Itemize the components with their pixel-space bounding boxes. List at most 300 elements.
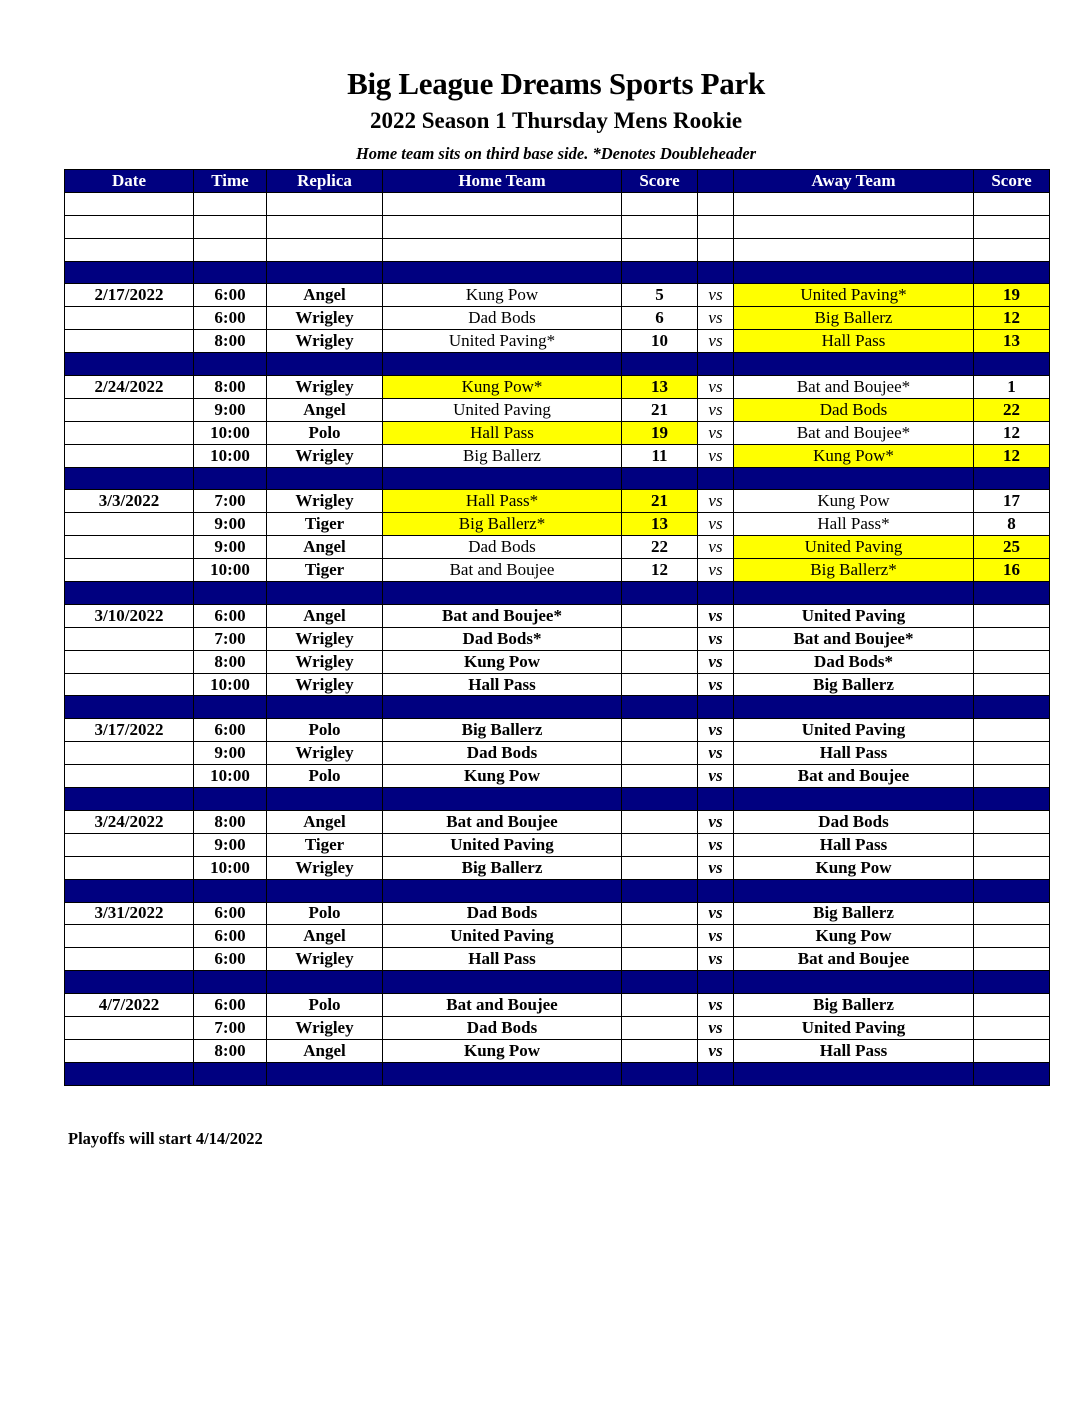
replica-cell: Angel — [267, 398, 383, 421]
game-row — [65, 1016, 1050, 1039]
replica-cell: Wrigley — [267, 444, 383, 467]
week-separator-row — [65, 467, 1050, 490]
replica-cell: Wrigley — [267, 948, 383, 971]
replica-cell: Angel — [267, 536, 383, 559]
home-team-cell: Dad Bods — [383, 1016, 622, 1039]
date-cell — [65, 215, 194, 238]
time-cell: 8:00 — [194, 810, 267, 833]
home-team-cell: Dad Bods — [383, 742, 622, 765]
home-score-cell — [622, 742, 698, 765]
away-score-cell — [974, 467, 1050, 490]
date-cell — [65, 330, 194, 353]
home-score-cell: 21 — [622, 490, 698, 513]
home-team-cell: Dad Bods — [383, 902, 622, 925]
date-cell — [65, 879, 194, 902]
date-cell — [65, 261, 194, 284]
away-team-cell: United Paving — [734, 719, 974, 742]
vs-cell — [698, 696, 734, 719]
col-header-home-score: Score — [622, 170, 698, 193]
game-row — [65, 490, 1050, 513]
away-score-cell: 13 — [974, 330, 1050, 353]
away-score-cell: 12 — [974, 444, 1050, 467]
away-team-cell — [734, 215, 974, 238]
vs-cell — [698, 788, 734, 811]
vs-cell: vs — [698, 490, 734, 513]
home-team-cell: Hall Pass — [383, 948, 622, 971]
home-score-cell — [622, 650, 698, 673]
col-header-date: Date — [65, 170, 194, 193]
away-team-cell: Big Ballerz* — [734, 559, 974, 582]
time-cell — [194, 788, 267, 811]
game-row — [65, 719, 1050, 742]
vs-cell: vs — [698, 1016, 734, 1039]
week-separator-row — [65, 261, 1050, 284]
home-score-cell — [622, 627, 698, 650]
home-score-cell — [622, 261, 698, 284]
vs-cell: vs — [698, 330, 734, 353]
away-team-cell: United Paving* — [734, 284, 974, 307]
time-cell: 10:00 — [194, 444, 267, 467]
home-score-cell — [622, 1016, 698, 1039]
home-team-cell: United Paving — [383, 925, 622, 948]
time-cell: 6:00 — [194, 604, 267, 627]
replica-cell — [267, 582, 383, 605]
time-cell: 9:00 — [194, 398, 267, 421]
vs-cell: vs — [698, 810, 734, 833]
home-score-cell: 13 — [622, 513, 698, 536]
replica-cell: Wrigley — [267, 856, 383, 879]
date-cell — [65, 353, 194, 376]
away-score-cell — [974, 971, 1050, 994]
game-row — [65, 833, 1050, 856]
time-cell: 10:00 — [194, 559, 267, 582]
time-cell: 6:00 — [194, 902, 267, 925]
home-team-cell: Kung Pow* — [383, 376, 622, 399]
replica-cell: Tiger — [267, 513, 383, 536]
away-team-cell: Dad Bods — [734, 398, 974, 421]
away-team-cell — [734, 696, 974, 719]
home-score-cell: 19 — [622, 421, 698, 444]
away-score-cell — [974, 833, 1050, 856]
vs-cell: vs — [698, 536, 734, 559]
home-team-cell — [383, 582, 622, 605]
home-score-cell — [622, 238, 698, 261]
game-row — [65, 948, 1050, 971]
col-header-away-score: Score — [974, 170, 1050, 193]
col-header-time: Time — [194, 170, 267, 193]
home-score-cell — [622, 673, 698, 696]
blank-row — [65, 238, 1050, 261]
away-team-cell: Hall Pass — [734, 330, 974, 353]
time-cell — [194, 879, 267, 902]
vs-cell: vs — [698, 604, 734, 627]
away-score-cell: 16 — [974, 559, 1050, 582]
date-cell: 3/17/2022 — [65, 719, 194, 742]
home-team-cell: Big Ballerz* — [383, 513, 622, 536]
home-team-cell: Dad Bods* — [383, 627, 622, 650]
replica-cell — [267, 971, 383, 994]
time-cell — [194, 261, 267, 284]
game-row — [65, 627, 1050, 650]
vs-cell — [698, 261, 734, 284]
game-row — [65, 398, 1050, 421]
away-score-cell: 12 — [974, 421, 1050, 444]
game-row — [65, 330, 1050, 353]
time-cell — [194, 192, 267, 215]
home-score-cell — [622, 971, 698, 994]
replica-cell: Polo — [267, 719, 383, 742]
time-cell: 6:00 — [194, 307, 267, 330]
vs-cell: vs — [698, 902, 734, 925]
away-team-cell — [734, 788, 974, 811]
away-score-cell: 8 — [974, 513, 1050, 536]
replica-cell: Wrigley — [267, 376, 383, 399]
home-team-cell: Big Ballerz — [383, 856, 622, 879]
replica-cell: Angel — [267, 810, 383, 833]
replica-cell: Wrigley — [267, 1016, 383, 1039]
home-team-cell — [383, 788, 622, 811]
replica-cell — [267, 1062, 383, 1085]
page-title: Big League Dreams Sports Park — [347, 66, 765, 101]
away-score-cell — [974, 948, 1050, 971]
game-row — [65, 376, 1050, 399]
home-score-cell — [622, 1039, 698, 1062]
home-score-cell — [622, 765, 698, 788]
time-cell: 6:00 — [194, 284, 267, 307]
away-score-cell — [974, 582, 1050, 605]
vs-cell: vs — [698, 284, 734, 307]
replica-cell: Wrigley — [267, 742, 383, 765]
time-cell: 9:00 — [194, 833, 267, 856]
away-score-cell — [974, 1062, 1050, 1085]
home-team-cell: Dad Bods — [383, 307, 622, 330]
away-team-cell: United Paving — [734, 1016, 974, 1039]
home-score-cell: 13 — [622, 376, 698, 399]
home-score-cell — [622, 1062, 698, 1085]
time-cell: 8:00 — [194, 650, 267, 673]
game-row — [65, 673, 1050, 696]
date-cell: 3/3/2022 — [65, 490, 194, 513]
game-row — [65, 421, 1050, 444]
home-team-cell — [383, 696, 622, 719]
week-separator-row — [65, 696, 1050, 719]
date-cell — [65, 307, 194, 330]
home-team-cell: Bat and Boujee* — [383, 604, 622, 627]
game-row — [65, 925, 1050, 948]
home-score-cell — [622, 582, 698, 605]
home-score-cell: 6 — [622, 307, 698, 330]
away-team-cell — [734, 238, 974, 261]
time-cell — [194, 215, 267, 238]
home-score-cell — [622, 467, 698, 490]
away-score-cell: 1 — [974, 376, 1050, 399]
away-score-cell — [974, 879, 1050, 902]
home-score-cell — [622, 192, 698, 215]
away-team-cell — [734, 582, 974, 605]
date-cell — [65, 833, 194, 856]
game-row — [65, 604, 1050, 627]
away-score-cell — [974, 925, 1050, 948]
vs-cell — [698, 971, 734, 994]
away-score-cell — [974, 742, 1050, 765]
home-score-cell — [622, 948, 698, 971]
away-team-cell: Bat and Boujee* — [734, 421, 974, 444]
replica-cell — [267, 467, 383, 490]
away-score-cell — [974, 902, 1050, 925]
home-score-cell — [622, 925, 698, 948]
date-cell: 3/31/2022 — [65, 902, 194, 925]
home-team-cell: United Paving — [383, 398, 622, 421]
away-score-cell — [974, 1016, 1050, 1039]
header-row — [65, 170, 1050, 193]
home-score-cell — [622, 856, 698, 879]
date-cell — [65, 1039, 194, 1062]
replica-cell: Tiger — [267, 833, 383, 856]
home-team-cell: Bat and Boujee — [383, 810, 622, 833]
away-score-cell: 17 — [974, 490, 1050, 513]
time-cell — [194, 696, 267, 719]
away-team-cell: Dad Bods — [734, 810, 974, 833]
vs-cell: vs — [698, 444, 734, 467]
replica-cell — [267, 261, 383, 284]
game-row — [65, 742, 1050, 765]
away-team-cell — [734, 261, 974, 284]
away-team-cell: Hall Pass — [734, 742, 974, 765]
home-team-cell: Big Ballerz — [383, 444, 622, 467]
date-cell — [65, 536, 194, 559]
home-score-cell — [622, 215, 698, 238]
away-score-cell — [974, 261, 1050, 284]
time-cell: 7:00 — [194, 627, 267, 650]
home-team-cell: Kung Pow — [383, 650, 622, 673]
away-team-cell: Kung Pow — [734, 925, 974, 948]
away-team-cell: Bat and Boujee* — [734, 376, 974, 399]
game-row — [65, 765, 1050, 788]
away-team-cell: Big Ballerz — [734, 673, 974, 696]
vs-cell: vs — [698, 513, 734, 536]
replica-cell: Angel — [267, 1039, 383, 1062]
away-score-cell: 19 — [974, 284, 1050, 307]
week-separator-row — [65, 879, 1050, 902]
time-cell: 7:00 — [194, 490, 267, 513]
date-cell — [65, 948, 194, 971]
home-score-cell: 5 — [622, 284, 698, 307]
date-cell — [65, 513, 194, 536]
vs-cell — [698, 467, 734, 490]
replica-cell: Wrigley — [267, 673, 383, 696]
away-score-cell — [974, 810, 1050, 833]
away-score-cell — [974, 673, 1050, 696]
vs-cell — [698, 582, 734, 605]
home-team-cell — [383, 971, 622, 994]
replica-cell: Wrigley — [267, 307, 383, 330]
date-cell — [65, 1016, 194, 1039]
col-header-away-team: Away Team — [734, 170, 974, 193]
game-row — [65, 810, 1050, 833]
away-score-cell: 12 — [974, 307, 1050, 330]
replica-cell — [267, 215, 383, 238]
schedule-note: Home team sits on third base side. *Denotes Doubleheader — [355, 144, 757, 163]
game-row — [65, 284, 1050, 307]
home-team-cell — [383, 238, 622, 261]
time-cell — [194, 238, 267, 261]
away-score-cell — [974, 994, 1050, 1017]
game-row — [65, 536, 1050, 559]
away-score-cell — [974, 765, 1050, 788]
away-team-cell: Big Ballerz — [734, 307, 974, 330]
vs-cell: vs — [698, 833, 734, 856]
away-team-cell — [734, 971, 974, 994]
home-team-cell: United Paving* — [383, 330, 622, 353]
game-row — [65, 444, 1050, 467]
home-team-cell: Bat and Boujee — [383, 994, 622, 1017]
home-team-cell: Kung Pow — [383, 765, 622, 788]
time-cell — [194, 1062, 267, 1085]
away-score-cell — [974, 604, 1050, 627]
replica-cell: Wrigley — [267, 330, 383, 353]
week-separator-row — [65, 971, 1050, 994]
time-cell — [194, 582, 267, 605]
vs-cell: vs — [698, 856, 734, 879]
vs-cell: vs — [698, 719, 734, 742]
replica-cell: Wrigley — [267, 650, 383, 673]
replica-cell: Angel — [267, 604, 383, 627]
vs-cell: vs — [698, 627, 734, 650]
time-cell: 9:00 — [194, 536, 267, 559]
home-team-cell: Kung Pow — [383, 284, 622, 307]
vs-cell: vs — [698, 765, 734, 788]
time-cell: 8:00 — [194, 330, 267, 353]
game-row — [65, 902, 1050, 925]
vs-cell — [698, 353, 734, 376]
away-team-cell: Dad Bods* — [734, 650, 974, 673]
vs-cell — [698, 238, 734, 261]
away-score-cell — [974, 238, 1050, 261]
home-score-cell — [622, 696, 698, 719]
away-score-cell — [974, 192, 1050, 215]
away-score-cell — [974, 719, 1050, 742]
time-cell — [194, 971, 267, 994]
vs-cell: vs — [698, 994, 734, 1017]
time-cell: 6:00 — [194, 994, 267, 1017]
playoffs-note: Playoffs will start 4/14/2022 — [68, 1129, 263, 1148]
date-cell: 2/24/2022 — [65, 376, 194, 399]
replica-cell: Wrigley — [267, 627, 383, 650]
home-team-cell — [383, 192, 622, 215]
replica-cell — [267, 788, 383, 811]
col-header-home-team: Home Team — [383, 170, 622, 193]
date-cell — [65, 467, 194, 490]
replica-cell: Polo — [267, 765, 383, 788]
time-cell: 8:00 — [194, 376, 267, 399]
game-row — [65, 513, 1050, 536]
blank-row — [65, 192, 1050, 215]
away-score-cell — [974, 696, 1050, 719]
home-team-cell — [383, 215, 622, 238]
replica-cell — [267, 353, 383, 376]
schedule-table — [64, 169, 1050, 1086]
home-team-cell: Big Ballerz — [383, 719, 622, 742]
week-separator-row — [65, 353, 1050, 376]
time-cell — [194, 353, 267, 376]
replica-cell — [267, 192, 383, 215]
home-score-cell — [622, 788, 698, 811]
date-cell — [65, 765, 194, 788]
date-cell — [65, 192, 194, 215]
week-separator-row — [65, 582, 1050, 605]
vs-cell — [698, 215, 734, 238]
replica-cell: Polo — [267, 421, 383, 444]
date-cell: 3/10/2022 — [65, 604, 194, 627]
away-team-cell: United Paving — [734, 604, 974, 627]
away-team-cell — [734, 353, 974, 376]
time-cell: 9:00 — [194, 742, 267, 765]
time-cell — [194, 467, 267, 490]
page-subtitle: 2022 Season 1 Thursday Mens Rookie — [369, 108, 743, 133]
vs-cell: vs — [698, 650, 734, 673]
blank-row — [65, 215, 1050, 238]
vs-cell — [698, 192, 734, 215]
time-cell: 9:00 — [194, 513, 267, 536]
vs-cell: vs — [698, 948, 734, 971]
home-team-cell: Hall Pass — [383, 673, 622, 696]
vs-cell — [698, 1062, 734, 1085]
home-team-cell — [383, 879, 622, 902]
date-cell — [65, 559, 194, 582]
away-team-cell: Kung Pow — [734, 856, 974, 879]
home-team-cell — [383, 467, 622, 490]
away-score-cell — [974, 856, 1050, 879]
date-cell — [65, 1062, 194, 1085]
home-team-cell: Bat and Boujee — [383, 559, 622, 582]
replica-cell: Wrigley — [267, 490, 383, 513]
away-team-cell: Big Ballerz — [734, 902, 974, 925]
away-team-cell: Bat and Boujee — [734, 948, 974, 971]
week-separator-row — [65, 1062, 1050, 1085]
home-score-cell — [622, 994, 698, 1017]
date-cell — [65, 444, 194, 467]
date-cell — [65, 925, 194, 948]
away-team-cell: Kung Pow — [734, 490, 974, 513]
replica-cell — [267, 238, 383, 261]
home-score-cell: 10 — [622, 330, 698, 353]
home-team-cell — [383, 353, 622, 376]
schedule-body — [65, 192, 1050, 1085]
replica-cell: Angel — [267, 284, 383, 307]
vs-cell: vs — [698, 398, 734, 421]
home-score-cell — [622, 810, 698, 833]
home-score-cell: 21 — [622, 398, 698, 421]
vs-cell: vs — [698, 559, 734, 582]
away-team-cell: Hall Pass* — [734, 513, 974, 536]
home-score-cell — [622, 879, 698, 902]
home-score-cell: 22 — [622, 536, 698, 559]
away-score-cell — [974, 1039, 1050, 1062]
home-team-cell: Hall Pass* — [383, 490, 622, 513]
date-cell — [65, 398, 194, 421]
date-cell — [65, 673, 194, 696]
date-cell: 3/24/2022 — [65, 810, 194, 833]
away-team-cell — [734, 879, 974, 902]
date-cell — [65, 971, 194, 994]
date-cell — [65, 856, 194, 879]
home-team-cell: Dad Bods — [383, 536, 622, 559]
time-cell: 10:00 — [194, 856, 267, 879]
time-cell: 6:00 — [194, 925, 267, 948]
away-team-cell: Big Ballerz — [734, 994, 974, 1017]
away-team-cell: Kung Pow* — [734, 444, 974, 467]
replica-cell — [267, 696, 383, 719]
